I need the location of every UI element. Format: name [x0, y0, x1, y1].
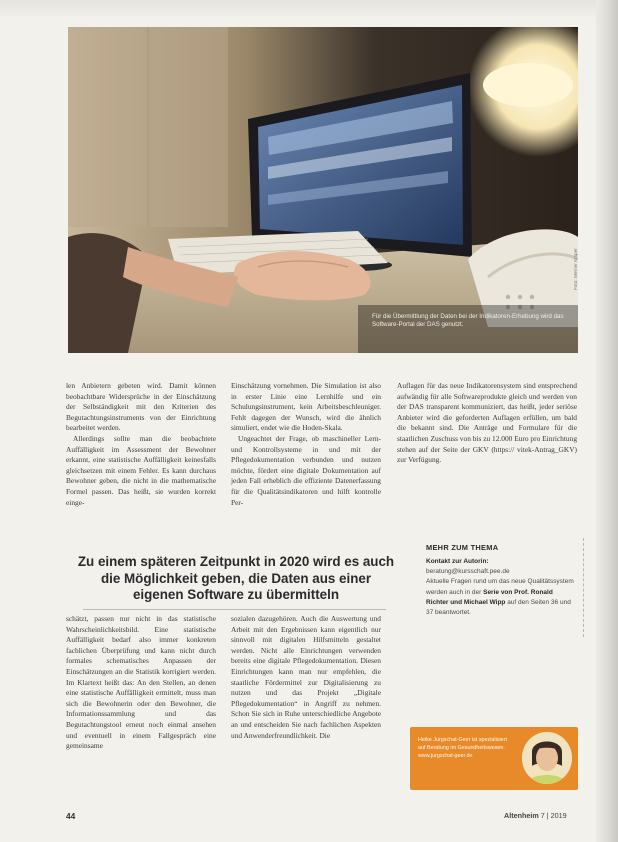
- paragraph: len Anbietern gebeten wird. Damit können beobachtbare Widersprüche in der Einschätzung der Selbständigkeit mit den Kriterien des Begutachtungsinstruments von der Einrichtung bearbeitet werden.: [66, 381, 216, 433]
- text-column-1-bottom: [66, 614, 216, 752]
- magazine-footer: [504, 811, 567, 820]
- paragraph: schätzt, passen nur nicht in das statistische Wahrscheinlichkeitsbild. Eine statistische Auffälligkeit bedarf also immer konkreten fachlichen Überprüfung und kann nicht durch formales schematisches Anpassen der Einschätzungen an die Statistik korrigiert werden. Im Klartext heißt das: An den Stellen, an denen eine statistische Auffälligkeit ermittelt, muss man sich die Bewohnerin oder den Bewohner, die Informationssammlung und das Begutachtungstool erneut noch einmal ansehen und eventuell in einem Fallgespräch eine gemeinsame: [66, 614, 216, 751]
- scan-edge-right: [596, 0, 618, 842]
- author-portrait-drawing: [522, 732, 572, 784]
- author-bio: Heike Jurgschat-Geer ist spezialisiert auf Beratung im Gesundheitswesen. www.jurgschat-geer.de: [418, 737, 507, 759]
- text-column-1-top: [66, 381, 216, 508]
- text-column-2-top: [231, 381, 381, 508]
- paragraph: Auflagen für das neue Indikatorensystem sind entsprechend aufwändig für alle Softwareprodukte gleich und werden von der DAS transparent kommuniziert, das heißt, jeder seriöse Anbieter wird die geforderten Auflagen erfüllen, um bald die bekannt sind. Die Anträge und Formulare für die staatlichen Zuschuss von bis zu 12.000 Euro pro Einrichtung stehen auf der Seite der GKV (https:// vitek-Antrag_GKV) zur Verfügung.: [397, 381, 578, 465]
- contact-email-link[interactable]: beratung@kursschaft.pee.de: [426, 568, 510, 576]
- photo-caption: Für die Übermittlung der Daten bei der Indikatoren-Erhebung wird das Software-Portal der DAS genutzt.: [372, 313, 564, 328]
- paragraph: Ungeachtet der Frage, ob maschineller Lern- und Kontrollsysteme in und mit der Pflegedokumentation verbunden und nutzen möchte, fördert eine digitale Dokumentation auf jeden Fall erheblich die effiziente Datenerfassung für die Qualitätsindikatoren und hilft kontrolle Per-: [231, 433, 381, 507]
- contact-label: Kontakt zur Autorin:: [426, 558, 489, 565]
- paragraph: Einschätzung vornehmen. Die Simulation ist also in erster Linie eine Lernhilfe und ein Schulungsinstrument, kein Arbeitsbeschleuniger. Fehlt dagegen der Wunsch, wird die ähnlich simuliert, endet wie die Hoden-Skala.: [231, 381, 381, 433]
- pull-quote: Zu einem späteren Zeitpunkt in 2020 wird es auch die Möglichkeit geben, die Daten aus einer eigenen Software zu übermitteln: [77, 554, 395, 603]
- photo-illustration: [68, 27, 578, 353]
- text-column-2-bottom: [231, 614, 381, 741]
- sidebar-text: Aktuelle Fragen rund um das neue Qualitätssystem werden auch in der: [426, 578, 574, 596]
- scan-edge-top: [0, 0, 618, 18]
- issue-number: 7 | 2019: [540, 811, 567, 820]
- sidebar-text: auf den Seiten 36 und 37 beantwortet.: [426, 598, 571, 617]
- paragraph: Allerdings sollte man die beobachtete Auffälligkeit im Assessment der Bewohner erkannt, eine statistische Auffälligkeit keinesfalls gleichsetzen mit einem Fehler. Es kann durchaus Bewohner geben, die nicht in die mathematische Formel passen. Das heißt, sie wurden korrekt einge-: [66, 433, 216, 507]
- sidebar-title: MEHR ZUM THEMA: [426, 543, 499, 552]
- text-column-3-top: [397, 381, 577, 466]
- pull-quote-divider: [83, 609, 386, 610]
- author-portrait: [522, 732, 572, 784]
- magazine-name: Altenheim: [504, 811, 539, 820]
- paragraph: sozialen dazugehören. Auch die Auswertung und Arbeit mit den Ergebnissen kann eigentlich nur sinnvoll mit digitalen Hilfsmitteln gestaltet werden. Nicht alle Einrichtungen verwenden bereits eine digitale Pflegedokumentation. Diesen Einrichtungen kann man nur empfehlen, die staatliche Fördermittel zur Digitalisierung zu nutzen und das Projekt „Digitale Pflegedokumentation“ in Angriff zu nehmen. Schon Sie sich in Ruhe unterschiedliche Angebote an und entscheiden Sie nach fachlichen Aspekten und Anwenderfreundlichkeit. Die: [231, 614, 381, 740]
- sidebar-body: [426, 557, 576, 618]
- author-box: [410, 727, 578, 790]
- page-number: 44: [66, 811, 76, 821]
- series-label: Serie von Prof. Ronald Richter und Michael Wipp: [426, 588, 553, 606]
- article-photo: [68, 27, 578, 353]
- sidebar-more-on-topic: [416, 538, 584, 637]
- photo-credit: Foto: Werner Krüper: [573, 248, 578, 290]
